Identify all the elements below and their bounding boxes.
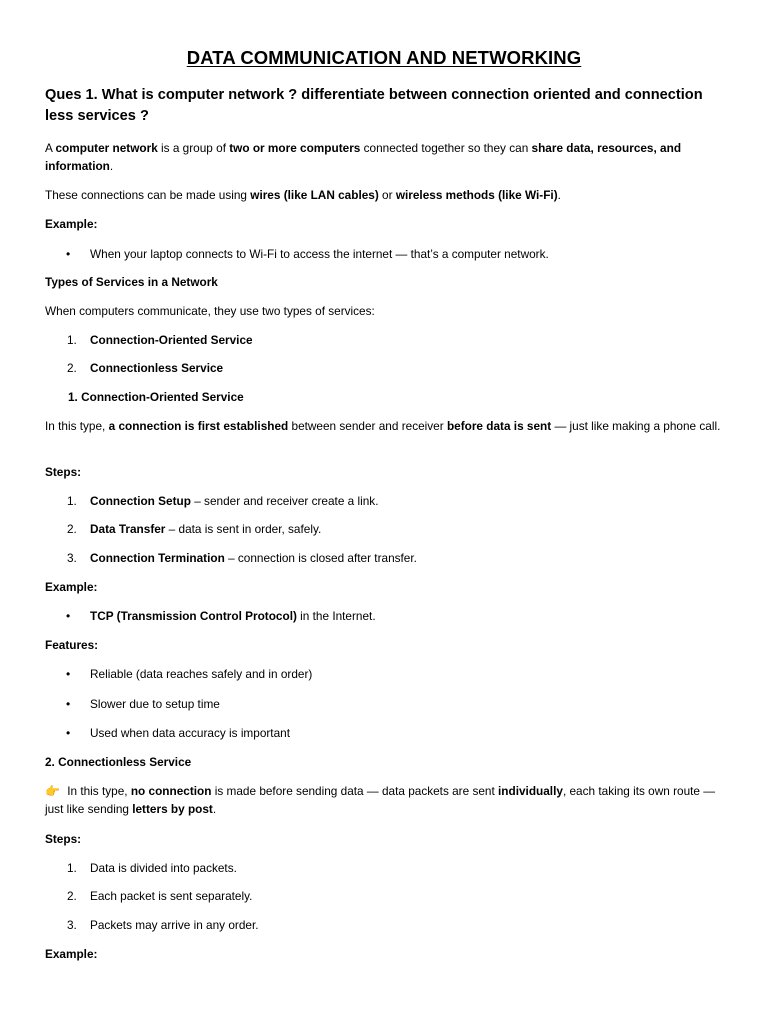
list-marker: 2. — [67, 361, 77, 375]
list-marker: 1. — [67, 333, 77, 347]
list-item-text: When your laptop connects to Wi-Fi to access the internet — that’s a computer network. — [90, 247, 549, 261]
question-heading: Ques 1. What is computer network ? differentiate between connection oriented and connection less services ? — [45, 87, 703, 124]
co-steps-heading: Steps: — [45, 465, 82, 479]
connectionless-description — [45, 782, 725, 818]
cl-steps-heading: Steps: — [45, 832, 82, 846]
intro-paragraph-2: These connections can be made using wires (like LAN cables) or wireless methods (like Wi-Fi). — [45, 188, 561, 202]
list-marker: 1. — [67, 494, 77, 508]
list-item-text: Connectionless Service — [90, 361, 224, 375]
list-item-text: Connection Setup – sender and receiver create a link. — [90, 494, 379, 508]
bullet-marker: • — [66, 667, 71, 681]
types-lead: When computers communicate, they use two types of services: — [45, 304, 375, 318]
cl-example-heading: Example: — [45, 947, 98, 961]
list-marker: 2. — [67, 889, 77, 903]
connection-oriented-heading: 1. Connection-Oriented Service — [68, 390, 244, 404]
connectionless-heading: 2. Connectionless Service — [45, 755, 192, 769]
list-item-text: Data Transfer – data is sent in order, safely. — [90, 522, 322, 536]
list-marker: 2. — [67, 522, 77, 536]
bullet-marker: • — [66, 697, 71, 711]
co-features-heading: Features: — [45, 638, 99, 652]
document-title: DATA COMMUNICATION AND NETWORKING — [186, 47, 582, 68]
types-heading: Types of Services in a Network — [45, 275, 218, 289]
list-item-text: TCP (Transmission Control Protocol) in the Internet. — [90, 609, 376, 623]
bullet-marker: • — [66, 609, 71, 623]
intro-example-heading: Example: — [45, 217, 98, 231]
list-item-text: Packets may arrive in any order. — [90, 918, 259, 932]
list-item-text: Each packet is sent separately. — [90, 889, 253, 903]
bullet-marker: • — [66, 247, 71, 261]
co-example-heading: Example: — [45, 580, 98, 594]
intro-paragraph-1: A computer network is a group of two or more computers connected together so they can share data, resources, and information. — [45, 141, 682, 173]
list-item-text: Used when data accuracy is important — [90, 726, 290, 740]
connection-oriented-description: In this type, a connection is first established between sender and receiver before data is sent — just like making a phone call. — [45, 419, 721, 433]
list-item-text: Data is divided into packets. — [90, 861, 237, 875]
list-marker: 1. — [67, 861, 77, 875]
list-marker: 3. — [67, 918, 77, 932]
connectionless-description-text: In this type, no connection is made before sending data — data packets are sent individually, each taking its own route — just like sending letters by post. — [45, 784, 716, 816]
list-item-text: Connection-Oriented Service — [90, 333, 253, 347]
list-item-text: Connection Termination – connection is closed after transfer. — [90, 551, 417, 565]
list-marker: 3. — [67, 551, 77, 565]
list-item-text: Reliable (data reaches safely and in order) — [90, 667, 313, 681]
list-item-text: Slower due to setup time — [90, 697, 220, 711]
pointing-hand-icon: 👉 — [45, 784, 60, 798]
bullet-marker: • — [66, 726, 71, 740]
